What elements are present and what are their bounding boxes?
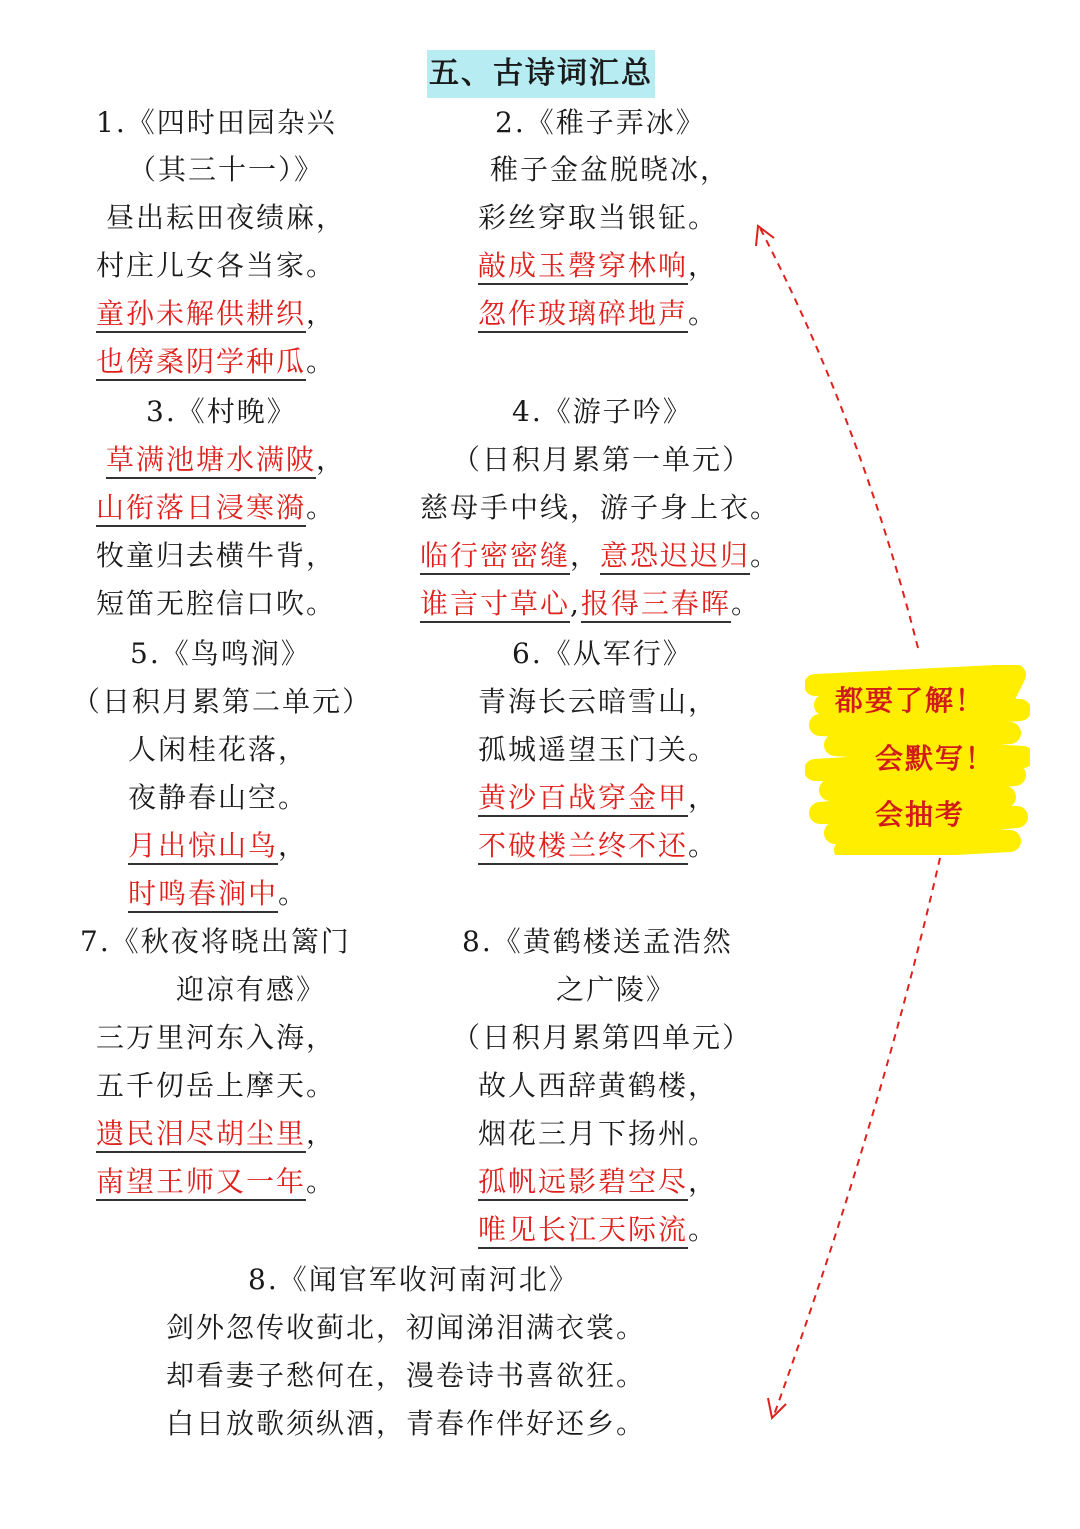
poem7-line2: 五千仞岳上摩天。 (96, 1069, 337, 1102)
poem9-line2: 却看妻子愁何在，漫卷诗书喜欲狂。 (166, 1359, 647, 1392)
poem9-line3: 白日放歌须纵酒，青春作伴好还乡。 (166, 1407, 647, 1440)
poem1-line4-punct: 。 (306, 345, 337, 378)
poem1-line3-punct: ， (306, 297, 337, 330)
poem7-line3-text: 遗民泪尽胡尘里 (96, 1117, 306, 1153)
poem6-line3-text: 黄沙百战穿金甲 (478, 781, 688, 817)
note-line3: 会抽考 (875, 798, 966, 831)
poem3-line4: 短笛无腔信口吹。 (96, 587, 337, 620)
poem5-title: 5.《鸟鸣涧》 (130, 637, 311, 670)
poem4-subtitle: （日积月累第一单元） (452, 443, 753, 476)
poem6-line4-text: 不破楼兰终不还 (478, 829, 688, 865)
poem6-line4-punct: 。 (688, 829, 719, 862)
poem4-line2a: 临行密密缝 (420, 539, 570, 575)
poem1-title-b: （其三十一）》 (128, 153, 325, 186)
section-title: 五、古诗词汇总 (427, 50, 655, 98)
poem4-title: 4.《游子吟》 (512, 395, 693, 428)
poem2-line3-punct: ， (688, 249, 719, 282)
poem3-line2-punct: 。 (306, 491, 337, 524)
poem5-line4-text: 时鸣春涧中 (128, 877, 278, 913)
poem6-line3-punct: ， (688, 781, 719, 814)
poem8-title-b: 之广陵》 (556, 973, 677, 1006)
poem2-line3-text: 敲成玉磬穿林响 (478, 249, 688, 285)
poem8-line3-text: 孤帆远影碧空尽 (478, 1165, 688, 1201)
poem7-line1: 三万里河东入海， (96, 1021, 337, 1054)
poem5-line2: 夜静春山空。 (128, 781, 309, 814)
poem8-line2: 烟花三月下扬州。 (478, 1117, 719, 1150)
poem4-line3a: 谁言寸草心 (420, 587, 570, 623)
poem2-title: 2.《稚子弄冰》 (495, 106, 706, 139)
poem4-line2-punct: 。 (750, 539, 781, 572)
poem4-line1: 慈母手中线，游子身上衣。 (420, 491, 781, 524)
poem6-title: 6.《从军行》 (512, 637, 693, 670)
note-line1: 都要了解！ (835, 684, 986, 717)
poem2-line2: 彩丝穿取当银钲。 (478, 201, 719, 234)
poem8-line1: 故人西辞黄鹤楼， (478, 1069, 719, 1102)
poem4-line3-comma: , (570, 587, 581, 620)
poem2-line4-text: 忽作玻璃碎地声 (478, 297, 688, 333)
poem5-line1: 人闲桂花落， (128, 733, 309, 766)
poem4-line2b: 意恐迟迟归 (600, 539, 750, 575)
poem7-line4-text: 南望王师又一年 (96, 1165, 306, 1201)
poem7-line3-punct: ， (306, 1117, 337, 1150)
poem9-line1: 剑外忽传收蓟北，初闻涕泪满衣裳。 (166, 1311, 647, 1344)
poem3-line3: 牧童归去横牛背， (96, 539, 337, 572)
poem3-line1-text: 草满池塘水满陂 (106, 443, 316, 479)
poem6-line2: 孤城遥望玉门关。 (478, 733, 719, 766)
poem2-line1: 稚子金盆脱晓冰， (490, 153, 731, 186)
poem3-line2-text: 山衔落日浸寒漪 (96, 491, 306, 527)
poem8-line4-punct: 。 (688, 1213, 719, 1246)
poem2-line4-punct: 。 (688, 297, 719, 330)
poem8-line3-punct: ， (688, 1165, 719, 1198)
poem1-line2: 村庄儿女各当家。 (96, 249, 337, 282)
note-line2: 会默写！ (875, 742, 996, 775)
poem8-title-a: 8.《黄鹤楼送孟浩然 (462, 925, 733, 958)
poem5-subtitle: （日积月累第二单元） (72, 685, 373, 718)
poem7-line4-punct: 。 (306, 1165, 337, 1198)
poem7-title-a: 7.《秋夜将晓出篱门 (80, 925, 351, 958)
poem3-title: 3.《村晚》 (146, 395, 297, 428)
poem4-line2-comma: ， (570, 539, 601, 572)
poem1-line1: 昼出耘田夜绩麻， (106, 201, 347, 234)
poem5-line3-text: 月出惊山鸟 (128, 829, 278, 865)
poem3-line1-punct: ， (316, 443, 347, 476)
poem9-title: 8.《闻官军收河南河北》 (248, 1263, 579, 1296)
poem6-line1: 青海长云暗雪山， (478, 685, 719, 718)
poem8-subtitle: （日积月累第四单元） (452, 1021, 753, 1054)
review-note (805, 665, 1030, 855)
poem4-line3-punct: 。 (730, 587, 761, 620)
poem5-line3-punct: ， (278, 829, 309, 862)
poem8-line4-text: 唯见长江天际流 (478, 1213, 688, 1249)
poem1-line3-text: 童孙未解供耕织 (96, 297, 306, 333)
poem7-title-b: 迎凉有感》 (176, 973, 327, 1006)
poem4-line3b: 报得三春晖 (581, 587, 731, 623)
poem5-line4-punct: 。 (278, 877, 309, 910)
poem1-title-a: 1.《四时田园杂兴 (96, 106, 337, 139)
poem1-line4-text: 也傍桑阴学种瓜 (96, 345, 306, 381)
